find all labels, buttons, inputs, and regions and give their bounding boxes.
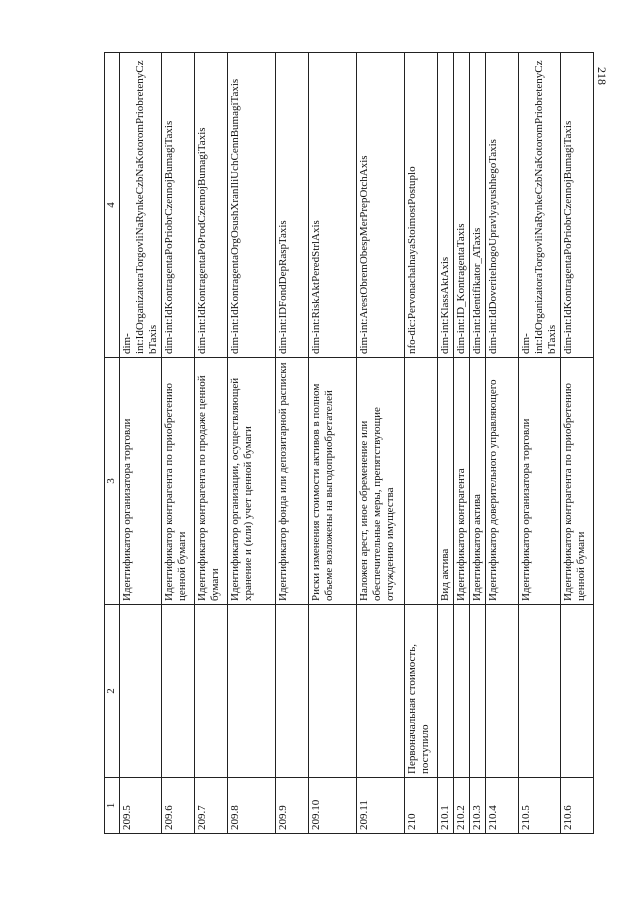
cell-name: [438, 605, 454, 778]
cell-name: [561, 605, 594, 778]
table-row: [519, 53, 561, 834]
table-row: [470, 53, 486, 834]
cell-name: [120, 605, 162, 778]
cell-dim: dim-int:Identifikator_ATaxis: [470, 53, 486, 358]
table-row: [162, 53, 195, 834]
table-header-row: [105, 53, 120, 834]
cell-num: 210.6: [561, 778, 594, 834]
cell-name: [357, 605, 405, 778]
table-row: [454, 53, 470, 834]
cell-name: [195, 605, 228, 778]
cell-num: 210.2: [454, 778, 470, 834]
cell-name: Первоначальная стоимость, поступило: [405, 605, 438, 778]
cell-dim: dim-int:IdKontragentaOrgOsushXranIliUchCennBumagiTaxis: [228, 53, 276, 358]
cell-num: 210.1: [438, 778, 454, 834]
cell-num: 210: [405, 778, 438, 834]
cell-num: 210.4: [486, 778, 519, 834]
table-row: [357, 53, 405, 834]
cell-dim: dim-int:IdKontragentaPoProdCzennojBumagiTaxis: [195, 53, 228, 358]
table-row: [228, 53, 276, 834]
cell-desc: Идентификатор актива: [470, 358, 486, 605]
cell-desc: Идентификатор организации, осуществляющей хранение и (или) учет ценной бумаги: [228, 358, 276, 605]
cell-name: [276, 605, 309, 778]
cell-dim: nfo-dic:PervonachalnayaStoimostPostuplo: [405, 53, 438, 358]
column-header: 3: [105, 358, 120, 605]
cell-desc: [405, 358, 438, 605]
cell-name: [309, 605, 357, 778]
cell-dim: dim-int:RiskAktPeredStrlAxis: [309, 53, 357, 358]
column-header: 2: [105, 605, 120, 778]
cell-dim: dim-int:IdOrganizatoraTorgovliNaRynkeCzbNaKotoromPriobretenyCzbTaxis: [519, 53, 561, 358]
cell-dim: dim-int:IdKontragentaPoPriobrCzennojBumagiTaxis: [162, 53, 195, 358]
cell-desc: Риски изменения стоимости активов в полном объеме возложены на выгодоприобретателей: [309, 358, 357, 605]
table-row: [561, 53, 594, 834]
cell-dim: dim-int:KlassAktAxis: [438, 53, 454, 358]
cell-num: 209.10: [309, 778, 357, 834]
cell-dim: dim-int:ID_KontragentaTaxis: [454, 53, 470, 358]
cell-dim: dim-int:IDFondDepRaspTaxis: [276, 53, 309, 358]
cell-num: 210.5: [519, 778, 561, 834]
cell-desc: Вид актива: [438, 358, 454, 605]
table-row: [486, 53, 519, 834]
table-row: [276, 53, 309, 834]
cell-num: 209.5: [120, 778, 162, 834]
cell-dim: dim-int:IdDoveritelnogoUpravlyayushhegoTaxis: [486, 53, 519, 358]
cell-name: [470, 605, 486, 778]
page-number: 218: [595, 67, 609, 85]
column-header: 1: [105, 778, 120, 834]
cell-dim: dim-int:ArestObremObespMerPrepOtchAxis: [357, 53, 405, 358]
cell-name: [228, 605, 276, 778]
cell-name: [486, 605, 519, 778]
cell-dim: dim-int:IdOrganizatoraTorgovliNaRynkeCzbNaKotoromPriobretenyCzbTaxis: [120, 53, 162, 358]
table-row: [309, 53, 357, 834]
cell-num: 209.9: [276, 778, 309, 834]
cell-name: [162, 605, 195, 778]
cell-desc: Идентификатор фонда или депозитарной расписки: [276, 358, 309, 605]
cell-num: 209.11: [357, 778, 405, 834]
cell-num: 209.8: [228, 778, 276, 834]
table-row: [120, 53, 162, 834]
table-row: [195, 53, 228, 834]
cell-dim: dim-int:IdKontragentaPoPriobrCzennojBumagiTaxis: [561, 53, 594, 358]
cell-desc: Идентификатор контрагента по продаже ценной бумаги: [195, 358, 228, 605]
cell-num: 209.7: [195, 778, 228, 834]
cell-desc: Идентификатор доверительного управляющего: [486, 358, 519, 605]
table-row: [438, 53, 454, 834]
data-table: [104, 52, 594, 834]
cell-desc: Наложен арест, иное обременение или обеспечительные меры, препятствующие отчуждению имущества: [357, 358, 405, 605]
cell-desc: Идентификатор контрагента: [454, 358, 470, 605]
rotated-table-container: [104, 53, 587, 834]
cell-num: 210.3: [470, 778, 486, 834]
cell-desc: Идентификатор организатора торговли: [120, 358, 162, 605]
cell-name: [454, 605, 470, 778]
column-header: 4: [105, 53, 120, 358]
cell-desc: Идентификатор контрагента по приобретению ценной бумаги: [561, 358, 594, 605]
cell-num: 209.6: [162, 778, 195, 834]
cell-desc: Идентификатор контрагента по приобретению ценной бумаги: [162, 358, 195, 605]
cell-name: [519, 605, 561, 778]
cell-desc: Идентификатор организатора торговли: [519, 358, 561, 605]
table-row: [405, 53, 438, 834]
